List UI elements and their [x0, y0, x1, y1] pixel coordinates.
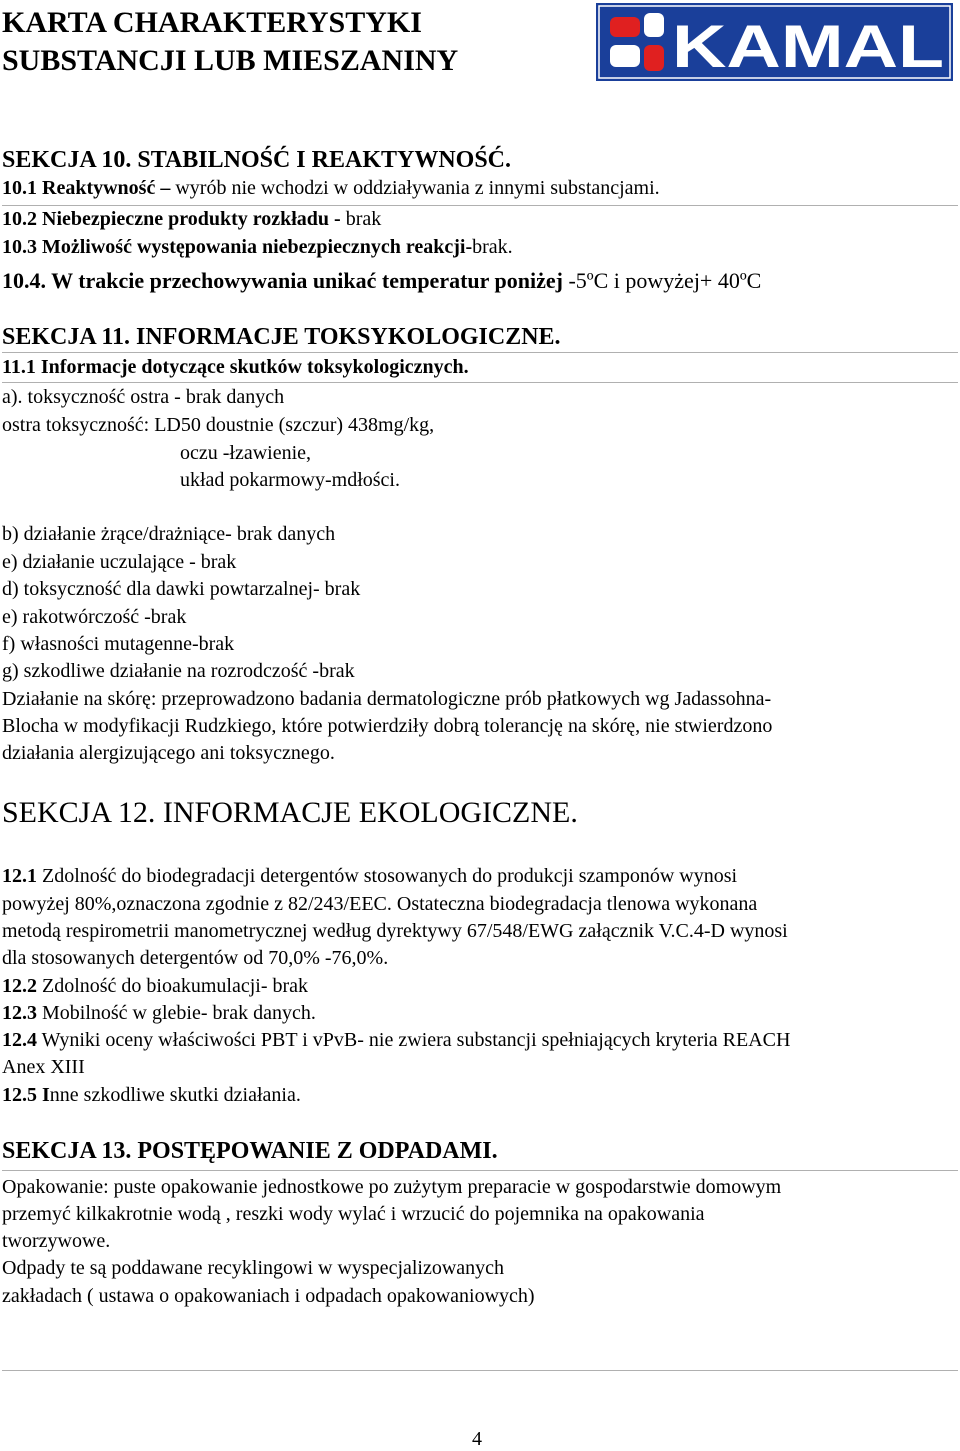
eyes-effect: oczu -łzawienie, — [180, 442, 312, 464]
divider — [2, 205, 958, 206]
item-12-1-line3: metodą respirometrii manometrycznej według dyrektywy 67/548/EWG załącznik V.C.4-D wynosi — [2, 920, 788, 942]
section-11-1-subheading: 11.1 Informacje dotyczące skutków toksykologicznych. — [2, 356, 469, 378]
item-12-4 — [2, 1029, 790, 1052]
item-12-5 — [2, 1084, 301, 1107]
item-12-3-text: Mobilność w glebie- brak danych. — [37, 1002, 316, 1024]
carcinogenicity: e) rakotwórczość -brak — [2, 606, 187, 628]
item-12-2 — [2, 975, 308, 998]
item-12-1-text: Zdolność do biodegradacji detergentów stosowanych do produkcji szamponów wynosi — [37, 865, 738, 887]
mutagenicity: f) własności mutagenne-brak — [2, 633, 235, 655]
repeated-dose-toxicity: d) toksyczność dla dawki powtarzalnej- brak — [2, 578, 361, 600]
page-number: 4 — [472, 1428, 482, 1450]
item-12-3-number: 12.3 — [2, 1002, 37, 1024]
item-10-2-text: brak — [345, 208, 382, 230]
section-12-heading: SEKCJA 12. INFORMACJE EKOLOGICZNE. — [2, 796, 578, 829]
reproductive-toxicity: g) szkodliwe działanie na rozrodczość -brak — [2, 660, 355, 682]
item-12-1-line2: powyżej 80%,oznaczona zgodnie z 82/243/EEC. Ostateczna biodegradacja tlenowa wykonana — [2, 893, 758, 915]
item-12-2-number: 12.2 — [2, 975, 37, 997]
item-12-4-text: Wyniki oceny właściwości PBT i vPvB- nie zwiera substancji spełniających kryteria REACH — [37, 1029, 791, 1051]
item-12-2-text: Zdolność do bioakumulacji- brak — [37, 975, 309, 997]
item-12-1-line4: dla stosowanych detergentów od 70,0% -76,0%. — [2, 947, 389, 969]
waste-line4: Odpady te są poddawane recyklingowi w wyspecjalizowanych — [2, 1257, 505, 1279]
item-12-4-line2: Anex XIII — [2, 1056, 85, 1078]
item-12-5-initial: I — [37, 1084, 50, 1106]
waste-line5: zakładach ( ustawa o opakowaniach i odpadach opakowaniowych) — [2, 1285, 535, 1307]
footer-divider — [2, 1370, 958, 1371]
item-10-3 — [2, 236, 513, 259]
item-10-1-number: 10.1 — [2, 177, 42, 199]
waste-line2: przemyć kilkakrotnie wodą , reszki wody wylać i wrzucić do pojemnika na opakowania — [2, 1203, 705, 1225]
section-13-heading: SEKCJA 13. POSTĘPOWANIE Z ODPADAMI. — [2, 1138, 498, 1164]
item-12-3 — [2, 1002, 316, 1025]
item-12-1-line1 — [2, 865, 737, 888]
skin-effect-line3: działania alergizującego ani toksycznego. — [2, 742, 335, 764]
item-12-4-number: 12.4 — [2, 1029, 37, 1051]
waste-line3: tworzywowe. — [2, 1230, 111, 1252]
document-title-line2: SUBSTANCJI LUB MIESZANINY — [2, 44, 459, 77]
svg-text:KAMAL: KAMAL — [672, 13, 944, 80]
divider — [2, 352, 958, 353]
item-10-1-label: Reaktywność – — [42, 177, 176, 199]
digestive-effect: układ pokarmowy-mdłości. — [180, 469, 400, 491]
item-10-4 — [2, 268, 761, 294]
section-10-heading: SEKCJA 10. STABILNOŚĆ I REAKTYWNOŚĆ. — [2, 147, 512, 173]
sensitisation: e) działanie uczulające - brak — [2, 551, 237, 573]
item-10-3-label: 10.3 Możliwość występowania niebezpiecznych reakcji- — [2, 236, 473, 258]
divider — [2, 1170, 958, 1171]
waste-line1: Opakowanie: puste opakowanie jednostkowe po zużytym preparacie w gospodarstwie domowym — [2, 1176, 782, 1198]
item-10-2-label: 10.2 Niebezpieczne produkty rozkładu - — [2, 208, 346, 230]
document-title-line1: KARTA CHARAKTERYSTYKI — [2, 6, 422, 39]
item-10-1-text: wyrób nie wchodzi w oddziaływania z innymi substancjami. — [175, 177, 660, 199]
skin-effect-line2: Blocha w modyfikacji Rudzkiego, które potwierdziły dobrą tolerancję na skórę, nie stwierdzono — [2, 715, 773, 737]
item-10-4-label: 10.4. W trakcie przechowywania unikać temperatur poniżej — [2, 268, 569, 293]
acute-toxicity: a). toksyczność ostra - brak danych — [2, 386, 285, 408]
item-10-3-text: brak. — [472, 236, 513, 258]
item-12-1-number: 12.1 — [2, 865, 37, 887]
section-11-heading: SEKCJA 11. INFORMACJE TOKSYKOLOGICZNE. — [2, 324, 561, 350]
skin-effect-line1: Działanie na skórę: przeprowadzono badania dermatologiczne prób płatkowych wg Jadassohna- — [2, 688, 772, 710]
item-12-5-text: nne szkodliwe skutki działania. — [49, 1084, 301, 1106]
divider — [2, 382, 958, 383]
item-12-5-number: 12.5 — [2, 1084, 37, 1106]
ld50-line: ostra toksyczność: LD50 doustnie (szczur) 438mg/kg, — [2, 414, 435, 436]
corrosion-irritation: b) działanie żrące/drażniące- brak danych — [2, 523, 336, 545]
item-10-1 — [2, 177, 660, 200]
item-10-2 — [2, 208, 381, 231]
item-10-4-text: -5ºC i powyżej+ 40ºC — [568, 268, 762, 293]
kamal-logo — [596, 3, 953, 81]
